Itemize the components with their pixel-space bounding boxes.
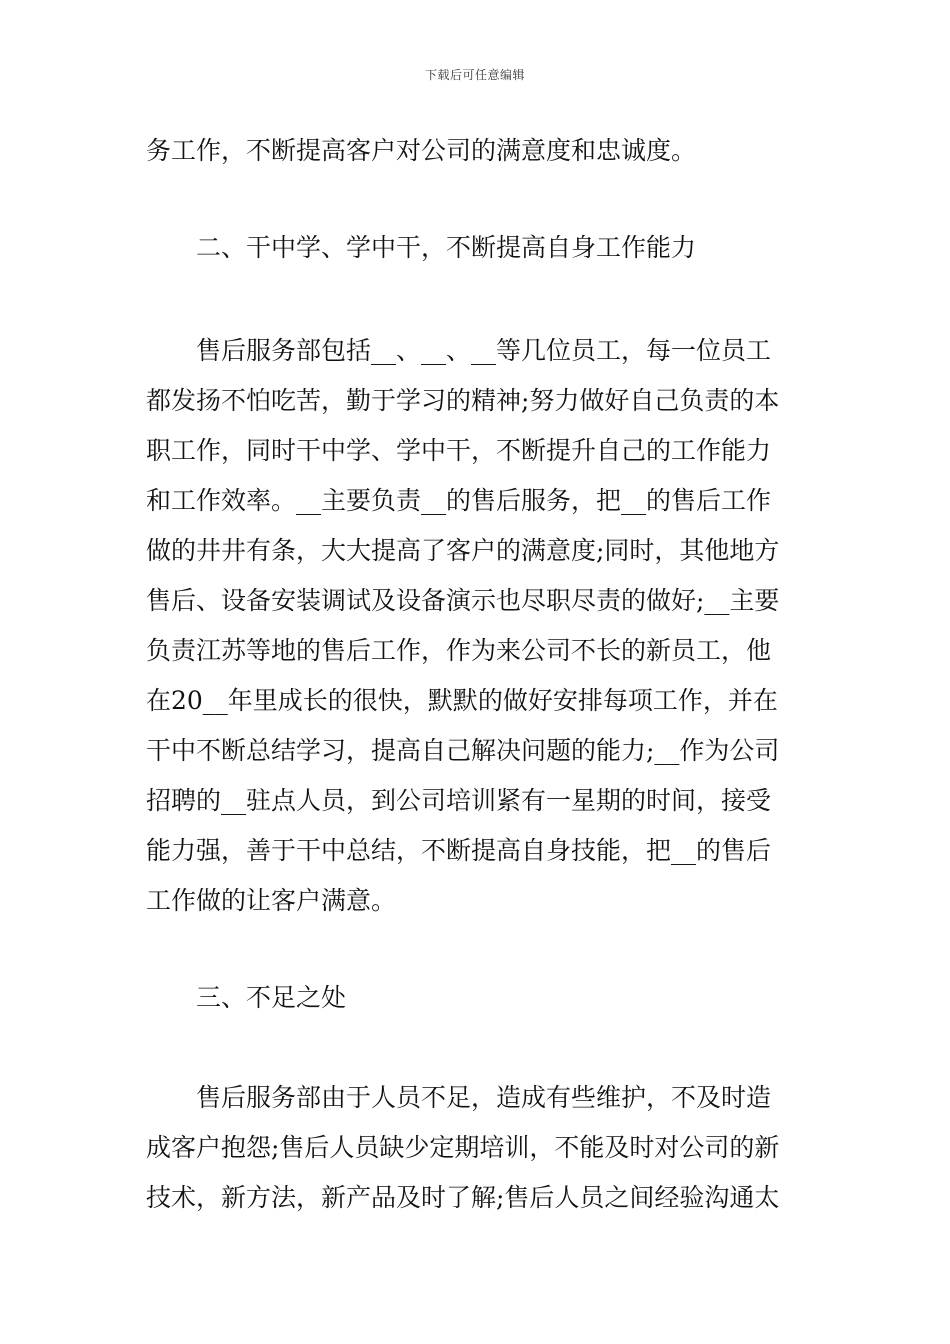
paragraph-line: 成客户抱怨;售后人员缺少定期培训，不能及时对公司的新 xyxy=(146,1133,780,1162)
paragraph-line: 务工作，不断提高客户对公司的满意度和忠诚度。 xyxy=(146,136,697,165)
paragraph-line: 负责江苏等地的售后工作，作为来公司不长的新员工，他 xyxy=(146,636,772,665)
paragraph-line: 做的井井有条，大大提高了客户的满意度;同时，其他地方 xyxy=(146,536,780,565)
paragraph-line: 和工作效率。__主要负责__的售后服务，把__的售后工作 xyxy=(146,486,772,515)
paragraph-line: 都发扬不怕吃苦，勤于学习的精神;努力做好自己负责的本 xyxy=(146,386,780,415)
paragraph-line: 干中不断总结学习，提高自己解决问题的能力;__作为公司 xyxy=(146,736,780,765)
paragraph-line: 工作做的让客户满意。 xyxy=(146,886,397,915)
paragraph-line: 售后服务部由于人员不足，造成有些维护，不及时造 xyxy=(196,1083,772,1112)
paragraph-line: 职工作，同时干中学、学中干，不断提升自己的工作能力 xyxy=(146,436,772,465)
paragraph-line: 技术，新方法，新产品及时了解;售后人员之间经验沟通太 xyxy=(146,1183,780,1212)
paragraph-line: 能力强，善于干中总结，不断提高自身技能，把__的售后 xyxy=(146,836,772,865)
paragraph-line: 在20__年里成长的很快，默默的做好安排每项工作，并在 xyxy=(146,686,778,715)
paragraph-line: 售后、设备安装调试及设备演示也尽职尽责的做好;__主要 xyxy=(146,586,780,615)
section-heading: 二、干中学、学中干，不断提高自身工作能力 xyxy=(196,233,697,262)
page-header: 下载后可任意编辑 xyxy=(424,68,525,82)
paragraph-line: 售后服务部包括__、__、__等几位员工，每一位员工 xyxy=(196,336,772,365)
paragraph-line: 招聘的__驻点人员，到公司培训紧有一星期的时间，接受 xyxy=(146,786,772,815)
section-heading: 三、不足之处 xyxy=(196,983,347,1012)
